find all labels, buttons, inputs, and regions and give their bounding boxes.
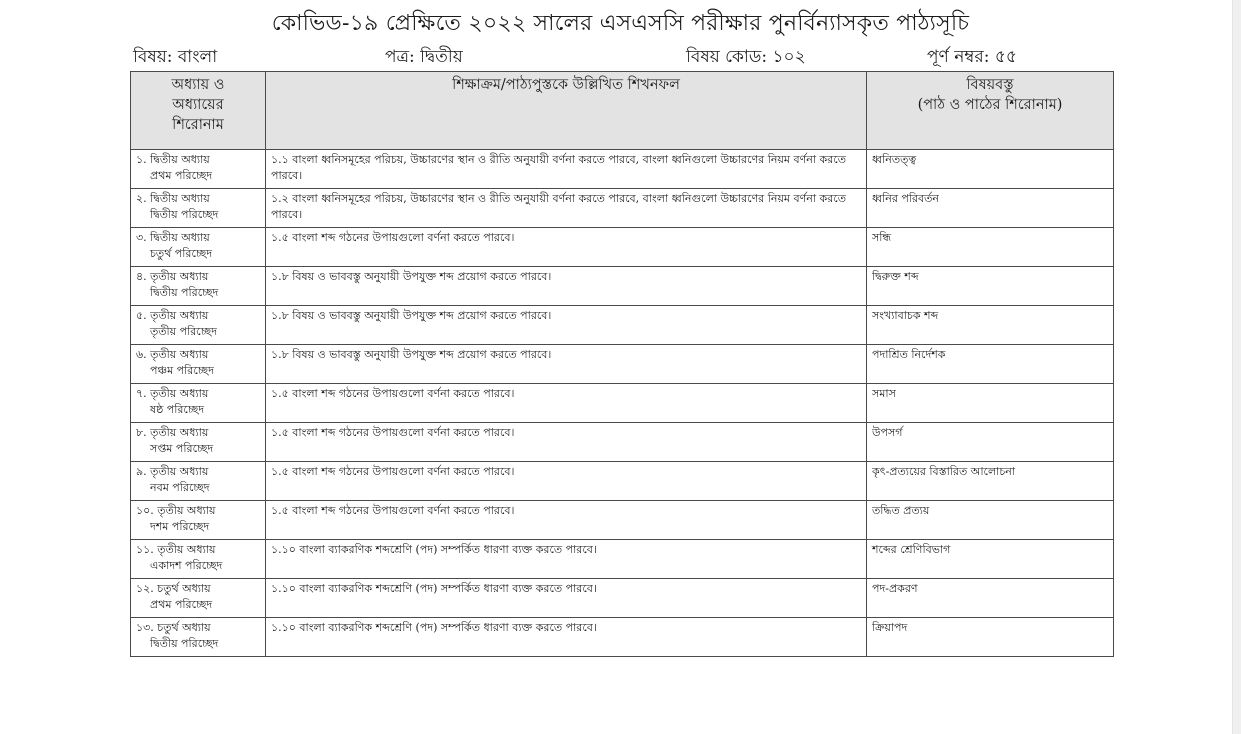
chapter-cell bbox=[131, 345, 266, 384]
table-row bbox=[131, 384, 1114, 423]
content-cell: সমাস bbox=[867, 384, 1114, 423]
section-text: নবম পরিচ্ছেদ bbox=[150, 481, 210, 494]
table-row bbox=[131, 540, 1114, 579]
chapter-cell bbox=[131, 189, 266, 228]
header-chapter-line1: অধ্যায় ও bbox=[171, 77, 225, 93]
table-row bbox=[131, 501, 1114, 540]
table-row bbox=[131, 423, 1114, 462]
header-outcome-text: শিক্ষাক্রম/পাঠ্যপুস্তকে উল্লিখিত শিখনফল bbox=[452, 77, 680, 93]
chapter-text: ১৩. চতুর্থ অধ্যায় bbox=[136, 621, 211, 634]
content-cell: দ্বিরুক্ত শব্দ bbox=[867, 267, 1114, 306]
chapter-text: ১১. তৃতীয় অধ্যায় bbox=[136, 543, 216, 556]
chapter-cell bbox=[131, 150, 266, 189]
chapter-text: ৬. তৃতীয় অধ্যায় bbox=[136, 348, 209, 361]
section-text: পঞ্চম পরিচ্ছেদ bbox=[150, 364, 214, 377]
header-row bbox=[131, 72, 1114, 150]
section-text: দ্বিতীয় পরিচ্ছেদ bbox=[150, 637, 219, 650]
header-outcome bbox=[266, 72, 867, 150]
table-row bbox=[131, 228, 1114, 267]
chapter-cell bbox=[131, 618, 266, 657]
chapter-cell bbox=[131, 306, 266, 345]
outcome-cell: ১.৮ বিষয় ও ভাববস্তু অনুযায়ী উপযুক্ত শব্দ প্রয়োগ করতে পারবে। bbox=[266, 267, 867, 306]
table-row bbox=[131, 306, 1114, 345]
table-body bbox=[131, 150, 1114, 657]
section-text: প্রথম পরিচ্ছেদ bbox=[150, 598, 213, 611]
table-row bbox=[131, 462, 1114, 501]
chapter-cell bbox=[131, 462, 266, 501]
content-cell: শব্দের শ্রেণিবিভাগ bbox=[867, 540, 1114, 579]
table-row bbox=[131, 150, 1114, 189]
outcome-cell: ১.৮ বিষয় ও ভাববস্তু অনুযায়ী উপযুক্ত শব্দ প্রয়োগ করতে পারবে। bbox=[266, 345, 867, 384]
table-row bbox=[131, 189, 1114, 228]
chapter-text: ৪. তৃতীয় অধ্যায় bbox=[136, 270, 209, 283]
chapter-text: ১২. চতুর্থ অধ্যায় bbox=[136, 582, 211, 595]
outcome-cell: ১.৫ বাংলা শব্দ গঠনের উপায়গুলো বর্ণনা করতে পারবে। bbox=[266, 501, 867, 540]
vertical-scrollbar[interactable] bbox=[1232, 0, 1241, 734]
section-text: তৃতীয় পরিচ্ছেদ bbox=[150, 325, 217, 338]
content-cell: ধ্বনির পরিবর্তন bbox=[867, 189, 1114, 228]
outcome-cell: ১.৫ বাংলা শব্দ গঠনের উপায়গুলো বর্ণনা করতে পারবে। bbox=[266, 423, 867, 462]
chapter-cell bbox=[131, 540, 266, 579]
content-cell: ক্রিয়াপদ bbox=[867, 618, 1114, 657]
header-content-line2: (পাঠ ও পাঠের শিরোনাম) bbox=[917, 97, 1063, 113]
section-text: একাদশ পরিচ্ছেদ bbox=[150, 559, 223, 572]
header-chapter-line3: শিরোনাম bbox=[172, 117, 224, 133]
chapter-text: ৩. দ্বিতীয় অধ্যায় bbox=[136, 231, 210, 244]
section-text: দ্বিতীয় পরিচ্ছেদ bbox=[150, 208, 219, 221]
chapter-text: ৮. তৃতীয় অধ্যায় bbox=[136, 426, 209, 439]
section-text: দ্বিতীয় পরিচ্ছেদ bbox=[150, 286, 219, 299]
content-cell: সংখ্যাবাচক শব্দ bbox=[867, 306, 1114, 345]
chapter-text: ৭. তৃতীয় অধ্যায় bbox=[136, 387, 209, 400]
chapter-text: ৫. তৃতীয় অধ্যায় bbox=[136, 309, 209, 322]
chapter-cell bbox=[131, 423, 266, 462]
chapter-cell bbox=[131, 501, 266, 540]
header-content-line1: বিষয়বস্তু bbox=[966, 77, 1014, 93]
chapter-cell bbox=[131, 384, 266, 423]
outcome-cell: ১.৫ বাংলা শব্দ গঠনের উপায়গুলো বর্ণনা করতে পারবে। bbox=[266, 462, 867, 501]
content-cell: উপসর্গ bbox=[867, 423, 1114, 462]
outcome-cell: ১.১০ বাংলা ব্যাকরণিক শব্দশ্রেণি (পদ) সম্পর্কিত ধারণা ব্যক্ত করতে পারবে। bbox=[266, 579, 867, 618]
outcome-cell: ১.১ বাংলা ধ্বনিসমূহের পরিচয়, উচ্চারণের স্থান ও রীতি অনুযায়ী বর্ণনা করতে পারবে, বাংলা ধ্বনিগুলো উচ্চারণের নিয়ম বর্ণনা করতে পারবে। bbox=[266, 150, 867, 189]
outcome-cell: ১.৫ বাংলা শব্দ গঠনের উপায়গুলো বর্ণনা করতে পারবে। bbox=[266, 228, 867, 267]
section-text: দশম পরিচ্ছেদ bbox=[150, 520, 210, 533]
paper-label: পত্র: দ্বিতীয় bbox=[385, 47, 463, 67]
table-row bbox=[131, 345, 1114, 384]
chapter-text: ১০. তৃতীয় অধ্যায় bbox=[136, 504, 216, 517]
outcome-cell: ১.১০ বাংলা ব্যাকরণিক শব্দশ্রেণি (পদ) সম্পর্কিত ধারণা ব্যক্ত করতে পারবে। bbox=[266, 540, 867, 579]
outcome-cell: ১.৮ বিষয় ও ভাববস্তু অনুযায়ী উপযুক্ত শব্দ প্রয়োগ করতে পারবে। bbox=[266, 306, 867, 345]
outcome-cell: ১.৫ বাংলা শব্দ গঠনের উপায়গুলো বর্ণনা করতে পারবে। bbox=[266, 384, 867, 423]
outcome-cell: ১.২ বাংলা ধ্বনিসমূহের পরিচয়, উচ্চারণের স্থান ও রীতি অনুযায়ী বর্ণনা করতে পারবে, বাংলা ধ্বনিগুলো উচ্চারণের নিয়ম বর্ণনা করতে পারবে। bbox=[266, 189, 867, 228]
table-row bbox=[131, 618, 1114, 657]
full-marks-label: পূর্ণ নম্বর: ৫৫ bbox=[927, 47, 1017, 67]
chapter-cell bbox=[131, 579, 266, 618]
content-cell: কৃৎ-প্রত্যয়ের বিস্তারিত আলোচনা bbox=[867, 462, 1114, 501]
subject-code-label: বিষয় কোড: ১০২ bbox=[686, 47, 806, 67]
header-content bbox=[867, 72, 1114, 150]
chapter-cell bbox=[131, 267, 266, 306]
content-cell: পদ-প্রকরণ bbox=[867, 579, 1114, 618]
section-text: ষষ্ঠ পরিচ্ছেদ bbox=[150, 403, 205, 416]
header-chapter-line2: অধ্যায়ের bbox=[172, 97, 224, 113]
section-text: প্রথম পরিচ্ছেদ bbox=[150, 169, 213, 182]
table-header bbox=[131, 72, 1114, 150]
chapter-cell bbox=[131, 228, 266, 267]
content-cell: তদ্ধিত প্রত্যয় bbox=[867, 501, 1114, 540]
section-text: সপ্তম পরিচ্ছেদ bbox=[150, 442, 214, 455]
chapter-text: ২. দ্বিতীয় অধ্যায় bbox=[136, 192, 210, 205]
table-row bbox=[131, 267, 1114, 306]
document-title: কোভিড-১৯ প্রেক্ষিতে ২০২২ সালের এসএসসি পরীক্ষার পুনর্বিন্যাসকৃত পাঠ্যসূচি bbox=[271, 11, 970, 36]
section-text: চতুর্থ পরিচ্ছেদ bbox=[150, 247, 213, 260]
content-cell: সন্ধি bbox=[867, 228, 1114, 267]
syllabus-table bbox=[130, 71, 1114, 657]
content-cell: পদাশ্রিত নির্দেশক bbox=[867, 345, 1114, 384]
table-row bbox=[131, 579, 1114, 618]
content-cell: ধ্বনিতত্ত্ব bbox=[867, 150, 1114, 189]
outcome-cell: ১.১০ বাংলা ব্যাকরণিক শব্দশ্রেণি (পদ) সম্পর্কিত ধারণা ব্যক্ত করতে পারবে। bbox=[266, 618, 867, 657]
chapter-text: ৯. তৃতীয় অধ্যায় bbox=[136, 465, 209, 478]
subject-label: বিষয়: বাংলা bbox=[133, 47, 218, 67]
chapter-text: ১. দ্বিতীয় অধ্যায় bbox=[136, 153, 210, 166]
header-chapter bbox=[131, 72, 266, 150]
